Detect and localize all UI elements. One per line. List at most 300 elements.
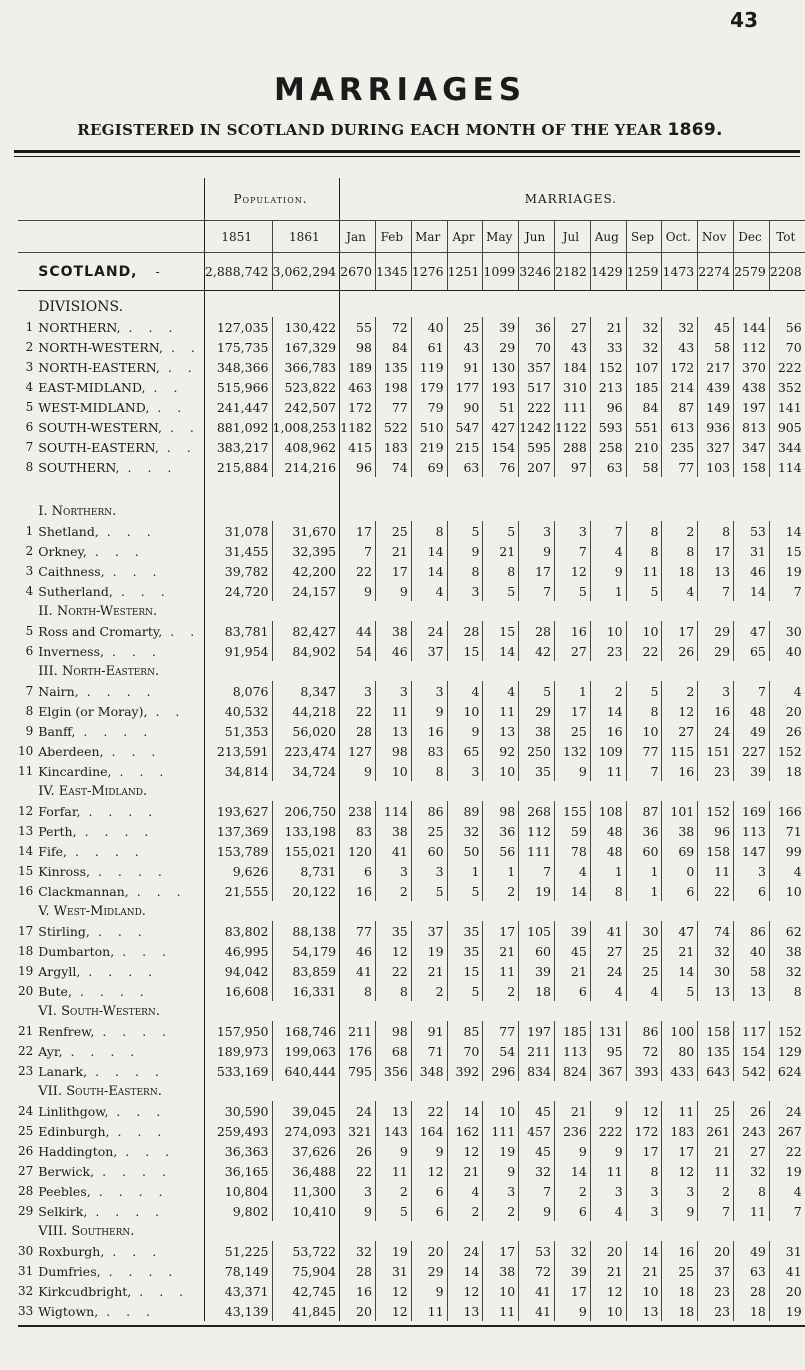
row-name: WEST-MIDLAND,: [38, 399, 150, 415]
value-cell: 44: [340, 621, 376, 641]
value-cell: 9: [411, 701, 447, 721]
value-cell: 31,455: [204, 541, 272, 561]
value-cell: 36: [483, 821, 519, 841]
top-rule: [14, 150, 800, 153]
value-cell: 40: [411, 317, 447, 337]
value-cell: 158: [734, 457, 770, 477]
value-cell: 72: [626, 1041, 662, 1061]
section-blank: [204, 501, 339, 521]
value-cell: 172: [626, 1121, 662, 1141]
value-cell: 130,422: [272, 317, 340, 337]
county-row: [18, 861, 805, 881]
corner-blank: [36, 221, 204, 253]
column-header-3: Feb: [375, 221, 411, 253]
value-cell: 43: [447, 337, 483, 357]
value-cell: 595: [519, 437, 555, 457]
value-cell: 47: [734, 621, 770, 641]
value-cell: 9: [590, 561, 626, 581]
value-cell: 11: [483, 701, 519, 721]
row-index: 5: [25, 400, 34, 414]
value-cell: 25: [698, 1101, 734, 1121]
value-cell: 38: [769, 941, 804, 961]
value-cell: 206,750: [272, 801, 340, 821]
value-cell: 219: [411, 437, 447, 457]
value-cell: 77: [626, 741, 662, 761]
value-cell: 8: [483, 561, 519, 581]
value-cell: 13: [698, 561, 734, 581]
value-cell: 13: [734, 981, 770, 1001]
value-cell: 41: [519, 1301, 555, 1321]
row-name: Selkirk,: [38, 1203, 88, 1219]
value-cell: 10: [483, 1281, 519, 1301]
value-cell: 65: [447, 741, 483, 761]
population-header: Population.: [204, 178, 339, 221]
value-cell: 11: [375, 701, 411, 721]
value-cell: 8: [375, 981, 411, 1001]
row-name-cell: [36, 981, 204, 1001]
value-cell: 25: [411, 821, 447, 841]
row-name: Fife,: [38, 843, 67, 859]
value-cell: 53: [734, 521, 770, 541]
value-cell: 24: [447, 1241, 483, 1261]
value-cell: 14: [447, 1261, 483, 1281]
division-row: [18, 437, 805, 457]
row-index: 32: [18, 1284, 34, 1298]
value-cell: 10: [590, 621, 626, 641]
row-name-cell: [36, 921, 204, 941]
value-cell: 347: [734, 437, 770, 457]
county-row: [18, 961, 805, 981]
value-cell: 25: [447, 317, 483, 337]
value-cell: 9,802: [204, 1201, 272, 1221]
value-cell: 41: [375, 841, 411, 861]
county-row: [18, 1061, 805, 1081]
value-cell: 21: [483, 541, 519, 561]
value-cell: 6: [411, 1201, 447, 1221]
column-header-9: Aug: [590, 221, 626, 253]
value-cell: 5: [483, 521, 519, 541]
scotland-total-row: [18, 253, 805, 291]
value-cell: 143: [375, 1121, 411, 1141]
value-cell: 433: [662, 1061, 698, 1081]
value-cell: 14: [411, 541, 447, 561]
value-cell: 54: [483, 1041, 519, 1061]
value-cell: 32: [662, 317, 698, 337]
scotland-label: [36, 253, 204, 291]
row-index: 33: [18, 1304, 34, 1318]
value-cell: 45: [555, 941, 591, 961]
value-cell: 3: [340, 681, 376, 701]
county-row: [18, 761, 805, 781]
value-cell: 31: [769, 1241, 804, 1261]
row-name-cell: [36, 821, 204, 841]
county-row: [18, 821, 805, 841]
value-cell: 153,789: [204, 841, 272, 861]
value-cell: 31,078: [204, 521, 272, 541]
value-cell: 7: [590, 521, 626, 541]
value-cell: 1: [483, 861, 519, 881]
value-cell: 4: [590, 541, 626, 561]
value-cell: 4: [590, 981, 626, 1001]
value-cell: 22: [375, 961, 411, 981]
value-cell: 2,888,742: [204, 253, 272, 291]
value-cell: 184: [555, 357, 591, 377]
value-cell: 21: [555, 961, 591, 981]
value-cell: 176: [340, 1041, 376, 1061]
value-cell: 5: [555, 581, 591, 601]
value-cell: 9: [340, 1201, 376, 1221]
section-blank: [340, 501, 805, 521]
row-name: Bute,: [38, 983, 72, 999]
value-cell: 522: [375, 417, 411, 437]
value-cell: 83,859: [272, 961, 340, 981]
marriages-table: [18, 178, 805, 1327]
value-cell: 20: [411, 1241, 447, 1261]
subtitle-text: REGISTERED IN SCOTLAND DURING EACH MONTH OF THE YEAR: [77, 121, 662, 139]
value-cell: 46: [340, 941, 376, 961]
value-cell: 2: [411, 981, 447, 1001]
value-cell: 91,954: [204, 641, 272, 661]
value-cell: 9: [447, 721, 483, 741]
value-cell: 135: [375, 357, 411, 377]
value-cell: 108: [590, 801, 626, 821]
value-cell: 3: [590, 1181, 626, 1201]
value-cell: 18: [662, 1281, 698, 1301]
value-cell: 5: [519, 681, 555, 701]
value-cell: 19: [483, 1141, 519, 1161]
value-cell: 12: [375, 941, 411, 961]
county-row: [18, 561, 805, 581]
county-row: [18, 1101, 805, 1121]
spacer-row: [18, 477, 805, 501]
value-cell: 268: [519, 801, 555, 821]
column-header-4: Mar: [411, 221, 447, 253]
section-blank: [18, 661, 36, 681]
division-row: [18, 337, 805, 357]
value-cell: 7: [519, 861, 555, 881]
row-index: 1: [25, 320, 34, 334]
row-name-cell: [36, 1181, 204, 1201]
row-name: Ayr,: [38, 1043, 63, 1059]
value-cell: 27: [590, 941, 626, 961]
value-cell: 77: [483, 1021, 519, 1041]
value-cell: 48: [734, 701, 770, 721]
value-cell: 9: [411, 1141, 447, 1161]
value-cell: 11: [662, 1101, 698, 1121]
division-row: [18, 357, 805, 377]
value-cell: 32: [340, 1241, 376, 1261]
value-cell: 13: [626, 1301, 662, 1321]
section-title: I. Northern.: [38, 503, 117, 519]
value-cell: 824: [555, 1061, 591, 1081]
value-cell: 55: [340, 317, 376, 337]
value-cell: 4: [447, 1181, 483, 1201]
value-cell: 348,366: [204, 357, 272, 377]
value-cell: 35: [447, 941, 483, 961]
section-title: VII. South-Eastern.: [38, 1083, 162, 1099]
value-cell: 12: [626, 1101, 662, 1121]
row-leader-dots: . . .: [106, 523, 157, 539]
value-cell: 74: [698, 921, 734, 941]
value-cell: 20: [590, 1241, 626, 1261]
county-row: [18, 641, 805, 661]
value-cell: 39: [734, 761, 770, 781]
value-cell: 86: [734, 921, 770, 941]
value-cell: 32,395: [272, 541, 340, 561]
value-cell: 8: [626, 541, 662, 561]
value-cell: 551: [626, 417, 662, 437]
value-cell: 172: [662, 357, 698, 377]
value-cell: 49: [734, 721, 770, 741]
value-cell: 18: [769, 761, 804, 781]
value-cell: 5: [662, 981, 698, 1001]
value-cell: 100: [662, 1021, 698, 1041]
value-cell: 214,216: [272, 457, 340, 477]
row-name-cell: [36, 741, 204, 761]
value-cell: 1429: [590, 253, 626, 291]
value-cell: 179: [411, 377, 447, 397]
value-cell: 11: [411, 1301, 447, 1321]
row-index: 4: [25, 584, 34, 598]
row-name-cell: [36, 1261, 204, 1281]
row-name: Edinburgh,: [38, 1123, 110, 1139]
value-cell: 51: [483, 397, 519, 417]
value-cell: 20,122: [272, 881, 340, 901]
value-cell: 56: [769, 317, 804, 337]
value-cell: 43,139: [204, 1301, 272, 1321]
value-cell: 23: [698, 1281, 734, 1301]
row-name: SOUTHERN,: [38, 459, 120, 475]
value-cell: 169: [734, 801, 770, 821]
value-cell: 10: [483, 1101, 519, 1121]
value-cell: 4: [769, 861, 804, 881]
value-cell: 12: [662, 701, 698, 721]
value-cell: 7: [519, 581, 555, 601]
row-name: Orkney,: [38, 543, 87, 559]
value-cell: 8: [447, 561, 483, 581]
value-cell: 144: [734, 317, 770, 337]
row-leader-dots: . . .: [97, 923, 148, 939]
county-row: [18, 1241, 805, 1261]
row-leader-dots: . . .: [128, 319, 179, 335]
value-cell: 10: [447, 701, 483, 721]
value-cell: 14: [769, 521, 804, 541]
value-cell: 105: [519, 921, 555, 941]
value-cell: 77: [375, 397, 411, 417]
county-row: [18, 721, 805, 741]
value-cell: 9: [555, 761, 591, 781]
value-cell: 517: [519, 377, 555, 397]
value-cell: 4: [555, 861, 591, 881]
value-cell: 5: [411, 881, 447, 901]
value-cell: 31,670: [272, 521, 340, 541]
value-cell: 16,608: [204, 981, 272, 1001]
section-blank: [340, 1081, 805, 1101]
value-cell: 207: [519, 457, 555, 477]
value-cell: 11: [626, 561, 662, 581]
value-cell: 19: [519, 881, 555, 901]
row-name-cell: [36, 417, 204, 437]
value-cell: 61: [411, 337, 447, 357]
value-cell: 20: [340, 1301, 376, 1321]
value-cell: 14: [662, 961, 698, 981]
value-cell: 1099: [483, 253, 519, 291]
corner-blank: [36, 178, 204, 221]
row-leader-dots: . .: [170, 339, 201, 355]
row-name-cell: [36, 521, 204, 541]
value-cell: 215: [447, 437, 483, 457]
section-blank: [18, 601, 36, 621]
county-row: [18, 941, 805, 961]
value-cell: 42: [519, 641, 555, 661]
county-row: [18, 581, 805, 601]
value-cell: 12: [447, 1281, 483, 1301]
value-cell: 27: [734, 1141, 770, 1161]
value-cell: 13: [483, 721, 519, 741]
county-row: [18, 1301, 805, 1321]
column-header-1: 1861: [272, 221, 340, 253]
value-cell: 58: [698, 337, 734, 357]
row-leader-dots: . . .: [120, 583, 171, 599]
section-blank: [340, 781, 805, 801]
value-cell: 21: [590, 317, 626, 337]
value-cell: 86: [411, 801, 447, 821]
value-cell: 12: [662, 1161, 698, 1181]
row-index: 7: [25, 440, 34, 454]
value-cell: 41: [769, 1261, 804, 1281]
value-cell: 21: [698, 1141, 734, 1161]
value-cell: 2: [483, 981, 519, 1001]
value-cell: 32: [519, 1161, 555, 1181]
value-cell: 17: [375, 561, 411, 581]
section-title: VI. South-Western.: [38, 1003, 160, 1019]
value-cell: 242,507: [272, 397, 340, 417]
value-cell: 91: [411, 1021, 447, 1041]
value-cell: 90: [447, 397, 483, 417]
row-index: 13: [18, 824, 34, 838]
column-header-6: May: [483, 221, 519, 253]
value-cell: 14: [626, 1241, 662, 1261]
county-row: [18, 1281, 805, 1301]
value-cell: 96: [340, 457, 376, 477]
row-index: 7: [25, 684, 34, 698]
value-cell: 5: [483, 581, 519, 601]
row-name: SOUTH-WESTERN,: [38, 419, 162, 435]
value-cell: 19: [375, 1241, 411, 1261]
row-leader-dots: . .: [167, 359, 198, 375]
value-cell: 2: [483, 1201, 519, 1221]
value-cell: 16: [411, 721, 447, 741]
value-cell: 193: [483, 377, 519, 397]
value-cell: 45: [519, 1141, 555, 1161]
row-name: Wigtown,: [38, 1303, 99, 1319]
row-name-cell: [36, 561, 204, 581]
value-cell: 23: [698, 761, 734, 781]
county-row: [18, 741, 805, 761]
row-name-cell: [36, 1241, 204, 1261]
value-cell: 236: [555, 1121, 591, 1141]
value-cell: 215,884: [204, 457, 272, 477]
value-cell: 288: [555, 437, 591, 457]
row-name-cell: [36, 1161, 204, 1181]
section-title: IV. East-Midland.: [38, 783, 148, 799]
value-cell: 70: [519, 337, 555, 357]
value-cell: 30,590: [204, 1101, 272, 1121]
value-cell: 4: [769, 681, 804, 701]
row-name: Linlithgow,: [38, 1103, 109, 1119]
value-cell: 152: [769, 741, 804, 761]
value-cell: 19: [769, 1161, 804, 1181]
value-cell: 199,063: [272, 1041, 340, 1061]
value-cell: 25: [555, 721, 591, 741]
row-name-cell: [36, 337, 204, 357]
value-cell: 11,300: [272, 1181, 340, 1201]
value-cell: 151: [698, 741, 734, 761]
value-cell: 39: [555, 1261, 591, 1281]
value-cell: 5: [447, 521, 483, 541]
value-cell: 17: [483, 921, 519, 941]
value-cell: 158: [698, 1021, 734, 1041]
divisions-title: DIVISIONS.: [38, 299, 124, 315]
value-cell: 39: [483, 317, 519, 337]
value-cell: 18: [662, 1301, 698, 1321]
value-cell: 356: [375, 1061, 411, 1081]
value-cell: 14: [411, 561, 447, 581]
county-row: [18, 1021, 805, 1041]
value-cell: 26: [769, 721, 804, 741]
value-cell: 6: [734, 881, 770, 901]
value-cell: 183: [662, 1121, 698, 1141]
value-cell: 542: [734, 1061, 770, 1081]
column-header-12: Nov: [698, 221, 734, 253]
value-cell: 35: [519, 761, 555, 781]
value-cell: 84: [626, 397, 662, 417]
value-cell: 99: [769, 841, 804, 861]
row-name-cell: [36, 1061, 204, 1081]
value-cell: 3: [662, 1181, 698, 1201]
value-cell: 41: [340, 961, 376, 981]
row-leader-dots: . . .: [117, 1123, 168, 1139]
value-cell: 198: [375, 377, 411, 397]
value-cell: 197: [519, 1021, 555, 1041]
value-cell: 12: [375, 1281, 411, 1301]
value-cell: 36: [626, 821, 662, 841]
row-name: Dumbarton,: [38, 943, 115, 959]
value-cell: 40,532: [204, 701, 272, 721]
value-cell: 185: [555, 1021, 591, 1041]
row-index: 24: [18, 1104, 34, 1118]
section-blank: [204, 601, 339, 621]
value-cell: 10: [590, 1301, 626, 1321]
value-cell: 1: [555, 681, 591, 701]
value-cell: 9,626: [204, 861, 272, 881]
value-cell: 9: [590, 1101, 626, 1121]
row-name-cell: [36, 761, 204, 781]
value-cell: 2: [698, 1181, 734, 1201]
value-cell: 6: [555, 1201, 591, 1221]
row-name: Sutherland,: [38, 583, 113, 599]
value-cell: 166: [769, 801, 804, 821]
value-cell: 111: [555, 397, 591, 417]
value-cell: 29: [698, 621, 734, 641]
value-cell: 795: [340, 1061, 376, 1081]
row-name-cell: [36, 1201, 204, 1221]
value-cell: 3: [411, 861, 447, 881]
value-cell: 34,724: [272, 761, 340, 781]
value-cell: 164: [411, 1121, 447, 1141]
county-row: [18, 841, 805, 861]
row-index: 18: [18, 944, 34, 958]
